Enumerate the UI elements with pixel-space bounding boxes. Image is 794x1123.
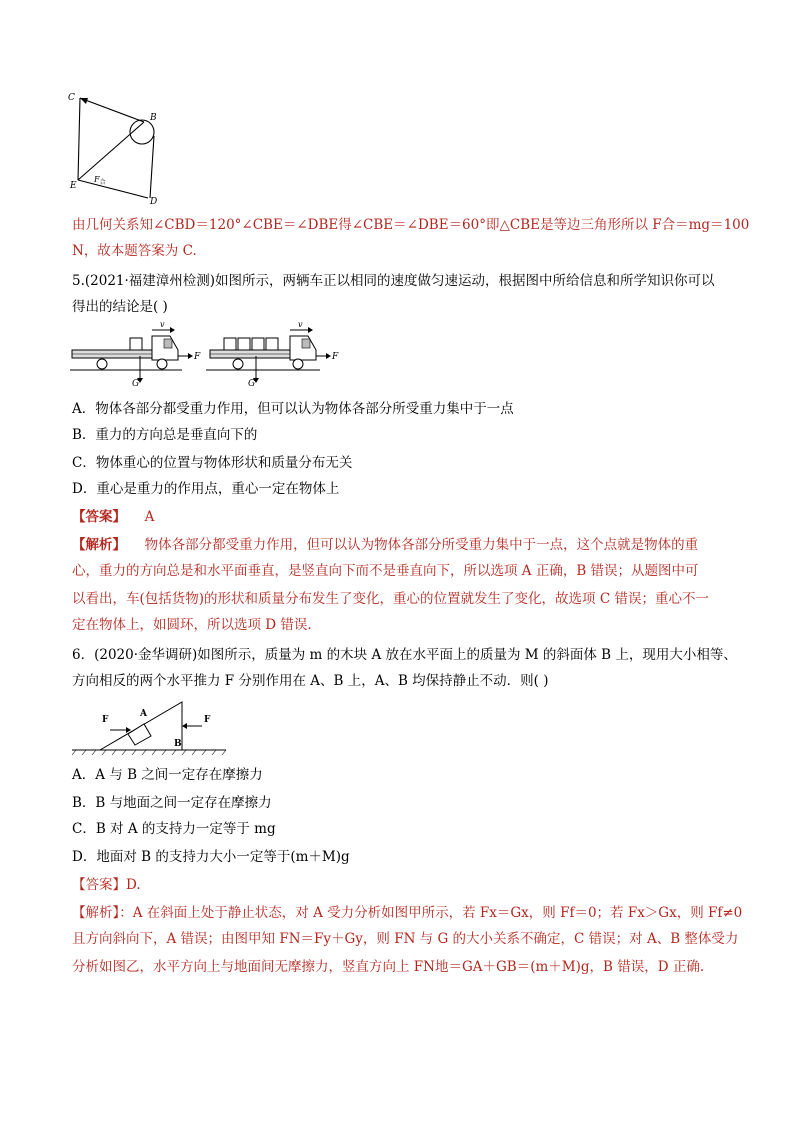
truck2-cargo-1 [224,338,236,350]
figure-incline [70,698,230,756]
label-b: B [150,113,157,123]
incline-ground-hatch [72,750,226,755]
arrow-head-c [80,98,88,104]
q6-option-a: A．A 与 B 之间一定存在摩擦力 [72,767,263,783]
line-ce [78,98,80,180]
truck1-window [164,339,172,348]
truck2-window [302,339,310,348]
truck2-cargo-4 [266,338,278,350]
label-block-a: A [140,709,147,719]
label-d: D [150,197,158,207]
label-force-right: F [204,715,211,725]
figure-cbde-diagram [64,88,174,210]
force-right-head [182,723,187,729]
q6-option-c: C．B 对 A 的支持力一定等于 mg [72,821,276,837]
q5-stem-line-1: 5.(2021·福建漳州检测)如图所示，两辆车正以相同的速度做匀速运动，根据图中所给信息和所学知识你可以 [72,273,715,289]
truck1-velocity-head [170,327,175,333]
line-ed [78,180,148,198]
q5-analysis-line-1 [72,534,698,556]
line-cb [80,98,144,122]
truck2-velocity-head [308,327,313,333]
q6-stem-line-2: 方向相反的两个水平推力 F 分别作用在 A、B 上，A、B 均保持静止不动．则( ) [72,673,549,689]
q6-option-b: B．B 与地面之间一定存在摩擦力 [72,795,272,811]
line-be [78,122,144,180]
q5-answer [72,506,154,528]
q5-answer-tag: 【答案】 [72,509,126,525]
q6-analysis-line-3: 分析如图乙，水平方向上与地面间无摩擦力，竖直方向上 FN地＝GA＋GB＝(m＋M)g，B 错误，D 正确. [72,959,705,975]
truck2-label-f: F [332,352,339,362]
label-incline-b: B [174,739,182,749]
q5-option-a: A．物体各部分都受重力作用，但可以认为物体各部分所受重力集中于一点 [72,401,514,417]
truck1-wheel-rear [97,359,107,369]
figure-trucks [70,322,340,388]
q5-answer-value: A [144,509,155,525]
q4-analysis-line-2: N，故本题答案为 C. [72,243,197,259]
label-c: C [68,93,75,103]
truck2-cargo-2 [238,338,250,350]
q5-stem-line-2: 得出的结论是( ) [72,299,168,315]
q6-stem-line-1: 6．(2020·金华调研)如图所示，质量为 m 的木块 A 放在水平面上的质量为 M 的斜面体 B 上，现用大小相等、 [72,647,737,663]
truck1-label-f: F [194,352,201,362]
truck1-label-v: v [160,322,165,329]
q5-analysis-line-4: 定在物体上，如圆环，所以选项 D 错误. [72,617,312,633]
q5-analysis-line-2: 心，重力的方向总是和水平面垂直，是竖直向下而不是垂直向下，所以选项 A 正确，B 错误；从题图中可 [72,563,699,579]
q5-analysis-text-1: 物体各部分都受重力作用，但可以认为物体各部分所受重力集中于一点，这个点就是物体的重 [144,537,699,553]
q5-analysis-line-3: 以看出，车(包括货物)的形状和质量分布发生了变化，重心的位置就发生了变化，故选项 C 错误；重心不一 [72,591,709,607]
truck2-wheel-rear [233,359,243,369]
truck2-label-v: v [298,322,303,329]
q5-analysis-tag: 【解析】 [72,537,126,553]
truck2-force-head [326,353,331,359]
truck2-label-g: G [248,379,256,388]
label-force-left: F [102,715,109,725]
truck1-cargo [130,338,142,350]
q4-analysis-line-1: 由几何关系知∠CBD＝120°∠CBE＝∠DBE得∠CBE＝∠DBE＝60°即△CBE是等边三角形所以 F合＝mg＝100 [72,217,750,233]
q5-option-c: C．物体重心的位置与物体形状和质量分布无关 [72,455,353,471]
q5-option-d: D．重心是重力的作用点，重心一定在物体上 [72,481,340,497]
truck2-cargo-3 [252,338,264,350]
truck1-label-g: G [132,379,140,388]
q6-analysis-line-1: 【解析】：A 在斜面上处于静止状态，对 A 受力分析如图甲所示，若 Fx＝Gx，则 Ff＝0；若 Fx＞Gx，则 Ff≠0 [72,905,743,921]
q5-option-b: B．重力的方向总是垂直向下的 [72,427,258,443]
q6-analysis-line-2: 且方向斜向下，A 错误；由图甲知 FN＝Fy＋Gy，则 FN 与 G 的大小关系不确定，C 错误；对 A、B 整体受力 [72,931,739,947]
truck1-wheel-front [157,359,167,369]
line-pulley-d [150,136,154,198]
truck2-wheel-front [293,359,303,369]
q6-answer: 【答案】D. [72,877,141,893]
label-e: E [70,181,77,191]
truck1-force-head [188,353,193,359]
label-f-resultant: $F_合$ [94,175,106,186]
q6-option-d: D．地面对 B 的支持力大小一定等于(m＋M)g [72,849,350,865]
